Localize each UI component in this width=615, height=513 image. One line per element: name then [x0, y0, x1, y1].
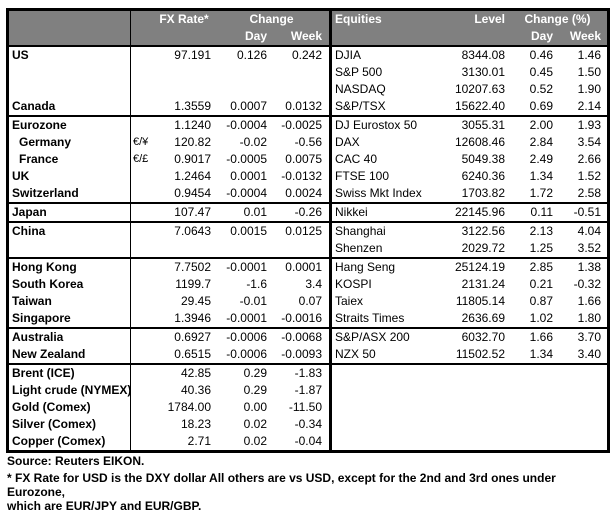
- table-row: [9, 346, 607, 363]
- equity-change-day-cell: [508, 416, 558, 433]
- fx-change-day-cell: -0.02: [239, 135, 267, 149]
- equity-change-day-cell: 1.66: [529, 330, 553, 344]
- equity-label-cell: Nikkei: [335, 205, 368, 219]
- table-row: [9, 329, 607, 346]
- equities-section: [329, 416, 607, 433]
- equity-label-cell: [332, 382, 442, 399]
- fx-change-week-cell: -11.50: [288, 400, 322, 414]
- table-row: [9, 168, 607, 185]
- equity-label-cell: Straits Times: [335, 311, 405, 325]
- fx-rate-cell: 2.71: [187, 434, 211, 448]
- equity-change-week-cell: 1.66: [577, 294, 601, 308]
- equity-level-cell: 10207.63: [454, 82, 505, 96]
- equity-change-day-cell: 0.45: [529, 65, 553, 79]
- fx-rate-cell: 1.3946: [174, 311, 211, 325]
- fx-rate-cell: 1.2464: [174, 169, 211, 183]
- fx-change-week-cell: [272, 64, 329, 81]
- equity-change-week-cell: 3.52: [577, 241, 601, 255]
- fx-label-cell: Singapore: [12, 311, 71, 325]
- equities-section: [329, 185, 607, 202]
- equity-level-cell: 2636.69: [461, 311, 505, 325]
- equities-header-spacer: [332, 28, 442, 45]
- equity-level-cell: [442, 399, 508, 416]
- fx-pair-symbol-cell: [130, 117, 154, 134]
- equity-level-cell: [442, 433, 508, 450]
- fx-rate-cell: 7.7502: [174, 260, 211, 274]
- equities-section: [329, 293, 607, 310]
- fx-week-header: Week: [290, 29, 322, 43]
- equities-week-header: Week: [569, 29, 601, 43]
- equity-level-cell: 3122.56: [461, 224, 505, 238]
- fx-pair-symbol-cell: [130, 433, 154, 450]
- fx-label-cell: New Zealand: [12, 347, 86, 361]
- equities-section: [329, 151, 607, 168]
- fx-pair-symbol-cell: [130, 204, 154, 221]
- fx-change-week-cell: -0.0068: [281, 330, 322, 344]
- fx-pair-symbol-cell: [130, 416, 154, 433]
- corner-cell: [9, 11, 130, 28]
- equities-section: [329, 64, 607, 81]
- table-row: [9, 365, 607, 382]
- equity-change-week-cell: [558, 416, 607, 433]
- fx-change-day-cell: -1.6: [246, 277, 267, 291]
- equity-change-day-cell: 2.84: [529, 135, 553, 149]
- equity-level-cell: [442, 382, 508, 399]
- equity-level-cell: 25124.19: [454, 260, 505, 274]
- table-row: [9, 47, 607, 64]
- equities-section: [329, 117, 607, 134]
- table-row: [9, 64, 607, 81]
- fx-pair-symbol-cell: [130, 346, 154, 363]
- fx-rate-cell: 1.3559: [174, 99, 211, 113]
- table-group-5: [9, 257, 607, 327]
- equity-change-day-cell: [508, 433, 558, 450]
- equity-change-day-cell: 0.87: [529, 294, 553, 308]
- fx-change-day-cell: 0.02: [243, 417, 267, 431]
- fx-change-week-cell: 0.07: [298, 294, 322, 308]
- fx-rate-cell: 0.9454: [174, 186, 211, 200]
- equity-change-day-cell: 1.25: [529, 241, 553, 255]
- fx-pair-symbol-cell: [130, 64, 154, 81]
- fx-pair-symbol-cell: €/£: [130, 151, 154, 168]
- table-group-1: [9, 47, 607, 115]
- fx-change-day-cell: [214, 64, 272, 81]
- equity-label-cell: S&P/TSX: [335, 99, 386, 113]
- fx-label-cell: [9, 240, 130, 257]
- fx-change-week-cell: -1.83: [294, 366, 322, 380]
- fx-pair-symbol-cell: [130, 168, 154, 185]
- table-group-2: [9, 115, 607, 202]
- fx-label-cell: Brent (ICE): [12, 366, 75, 380]
- fx-label-cell: Taiwan: [12, 294, 52, 308]
- fx-change-week-cell: -0.26: [294, 205, 322, 219]
- fx-change-day-cell: 0.0015: [230, 224, 267, 238]
- equity-change-week-cell: 1.50: [577, 65, 601, 79]
- equity-change-week-cell: 1.80: [577, 311, 601, 325]
- equity-change-day-cell: 0.11: [530, 205, 553, 219]
- fx-pair-symbol-cell: [130, 223, 154, 240]
- fx-change-day-cell: 0.126: [236, 48, 267, 62]
- fx-change-week-cell: -0.0132: [281, 169, 322, 183]
- equity-level-cell: 5049.38: [461, 152, 505, 166]
- equity-change-day-cell: 0.52: [529, 82, 553, 96]
- equity-change-week-cell: 1.93: [577, 118, 601, 132]
- table-group-3: [9, 202, 607, 221]
- equities-change-pct-header: Change (%): [524, 12, 591, 26]
- fx-pair-symbol-cell: [130, 276, 154, 293]
- table-body: [9, 47, 607, 450]
- equities-section: [329, 346, 607, 363]
- fx-change-week-cell: -1.87: [294, 383, 322, 397]
- fx-change-header: Change: [249, 12, 294, 26]
- fx-change-day-cell: 0.0001: [230, 169, 267, 183]
- fx-label-cell: France: [19, 152, 59, 166]
- equity-level-cell: 12608.46: [454, 135, 505, 149]
- equity-change-week-cell: [558, 382, 607, 399]
- fx-change-week-cell: -0.0025: [281, 118, 322, 132]
- fx-change-day-cell: [214, 81, 272, 98]
- fx-pair-symbol-cell: [130, 329, 154, 346]
- fx-label-cell: Silver (Comex): [12, 417, 97, 431]
- fx-change-week-cell: -0.34: [294, 417, 322, 431]
- fx-rate-cell: 40.36: [180, 383, 211, 397]
- equity-label-cell: [332, 433, 442, 450]
- equity-level-cell: 1703.82: [461, 186, 505, 200]
- fx-label-cell: [9, 64, 130, 81]
- fx-label-cell: US: [12, 48, 29, 62]
- fx-change-week-cell: 3.4: [305, 277, 322, 291]
- fx-rate-cell: 0.6515: [174, 347, 211, 361]
- equity-level-cell: 22145.96: [454, 205, 505, 219]
- fx-change-day-cell: -0.01: [239, 294, 267, 308]
- equity-label-cell: DAX: [335, 135, 360, 149]
- table-row: [9, 416, 607, 433]
- equity-label-cell: DJ Eurostox 50: [335, 118, 418, 132]
- equity-level-cell: 3055.31: [461, 118, 505, 132]
- equity-change-day-cell: 2.49: [529, 152, 553, 166]
- equity-label-cell: [332, 365, 442, 382]
- fx-pair-symbol-cell: [130, 98, 154, 115]
- fx-change-week-cell: -0.04: [294, 434, 322, 448]
- table-row: [9, 151, 607, 168]
- equity-label-cell: CAC 40: [335, 152, 378, 166]
- equities-section: [329, 223, 607, 240]
- fx-day-header: Day: [244, 29, 267, 43]
- fx-rate-cell: 1199.7: [175, 277, 211, 291]
- pair-symbol-header-cell-2: [130, 28, 154, 45]
- fx-pair-symbol-cell: [130, 382, 154, 399]
- table-row: [9, 223, 607, 240]
- equity-level-cell: 6032.70: [461, 330, 505, 344]
- equity-level-cell: 2131.24: [461, 277, 505, 291]
- equities-header-section: [329, 11, 607, 28]
- equities-section: [329, 382, 607, 399]
- equity-change-day-cell: 2.00: [529, 118, 553, 132]
- fx-label-cell: Eurozone: [12, 118, 67, 132]
- equity-label-cell: S&P 500: [335, 65, 383, 79]
- fx-change-day-cell: 0.29: [243, 366, 267, 380]
- fx-label-cell: Switzerland: [12, 186, 79, 200]
- equity-change-day-cell: 0.69: [529, 99, 553, 113]
- fx-rate-cell: [154, 240, 214, 257]
- equities-header-section-2: [329, 28, 607, 45]
- equity-level-cell: 3130.01: [461, 65, 505, 79]
- fx-change-week-cell: 0.0125: [285, 224, 322, 238]
- equities-section: [329, 204, 607, 221]
- fx-label-cell: Hong Kong: [12, 260, 77, 274]
- fx-change-day-cell: -0.0005: [226, 152, 267, 166]
- equity-level-cell: 2029.72: [461, 241, 505, 255]
- table-row: [9, 310, 607, 327]
- equity-level-cell: 6240.36: [461, 169, 505, 183]
- fx-rate-header: FX Rate*: [159, 12, 209, 26]
- table-row: [9, 98, 607, 115]
- table-group-6: [9, 327, 607, 363]
- equity-label-cell: KOSPI: [335, 277, 372, 291]
- table-row: [9, 240, 607, 257]
- fx-label-cell: Australia: [12, 330, 64, 344]
- fx-label-cell: Germany: [19, 135, 72, 149]
- equity-level-cell: 15622.40: [454, 99, 505, 113]
- fx-label-cell: China: [12, 224, 46, 238]
- table-row: [9, 185, 607, 202]
- fx-change-day-cell: -0.0006: [226, 347, 267, 361]
- table-group-4: [9, 221, 607, 257]
- equities-section: [329, 98, 607, 115]
- equity-label-cell: FTSE 100: [335, 169, 390, 183]
- equity-change-day-cell: 1.72: [529, 186, 553, 200]
- equity-change-week-cell: [558, 365, 607, 382]
- equity-change-week-cell: -0.51: [573, 205, 601, 219]
- header-row-1: [9, 11, 607, 28]
- fx-rate-cell: 97.191: [174, 48, 211, 62]
- table-row: [9, 204, 607, 221]
- fx-label-cell: Canada: [12, 99, 56, 113]
- equity-change-week-cell: 3.70: [577, 330, 601, 344]
- table-group-7: [9, 363, 607, 450]
- fx-footnote-line1: * FX Rate for USD is the DXY dollar All others are vs USD, except for the 2nd and 3rd ones under Eurozone,: [7, 471, 556, 499]
- equity-label-cell: NZX 50: [335, 347, 376, 361]
- table-row: [9, 276, 607, 293]
- equity-label-cell: Shenzen: [335, 241, 383, 255]
- equity-change-day-cell: 2.85: [529, 260, 553, 274]
- equity-change-day-cell: 2.13: [529, 224, 553, 238]
- equity-change-week-cell: [558, 433, 607, 450]
- equity-change-day-cell: 1.34: [529, 347, 553, 361]
- equities-section: [329, 365, 607, 382]
- equity-label-cell: Shanghai: [335, 224, 386, 238]
- equity-change-week-cell: 1.46: [577, 48, 601, 62]
- equity-change-day-cell: 1.02: [529, 311, 553, 325]
- table-row: [9, 117, 607, 134]
- level-header: Level: [474, 12, 505, 26]
- fx-rate-cell: 1784.00: [167, 400, 211, 414]
- equity-change-week-cell: 1.52: [577, 169, 601, 183]
- equity-level-cell: [442, 416, 508, 433]
- equity-change-week-cell: [558, 399, 607, 416]
- table-row: [9, 382, 607, 399]
- equity-change-day-cell: 0.21: [529, 277, 553, 291]
- table-row: [9, 259, 607, 276]
- fx-rate-cell: 7.0643: [174, 224, 211, 238]
- fx-label-cell: South Korea: [12, 277, 84, 291]
- table-row: [9, 399, 607, 416]
- equity-change-day-cell: [508, 382, 558, 399]
- corner-cell-2: [9, 28, 130, 45]
- equity-change-week-cell: 1.90: [577, 82, 601, 96]
- fx-rate-header-spacer: [154, 28, 214, 45]
- fx-rate-cell: 0.6927: [174, 330, 211, 344]
- fx-rate-cell: [154, 81, 214, 98]
- table-row: [9, 81, 607, 98]
- equities-section: [329, 329, 607, 346]
- fx-rate-cell: 29.45: [180, 294, 211, 308]
- equities-header: Equities: [335, 12, 382, 26]
- fx-rate-cell: 42.85: [180, 366, 211, 380]
- fx-change-week-cell: 0.242: [291, 48, 322, 62]
- fx-change-week-cell: -0.56: [294, 135, 322, 149]
- fx-rate-cell: 1.1240: [174, 118, 211, 132]
- equity-label-cell: [332, 416, 442, 433]
- equity-change-week-cell: 4.04: [577, 224, 601, 238]
- equities-section: [329, 276, 607, 293]
- header-row-2: [9, 28, 607, 45]
- fx-rate-cell: 18.23: [180, 417, 211, 431]
- equities-section: [329, 47, 607, 64]
- fx-change-day-cell: [214, 240, 272, 257]
- fx-label-cell: [9, 81, 130, 98]
- equity-label-cell: S&P/ASX 200: [335, 330, 410, 344]
- fx-label-cell: Copper (Comex): [12, 434, 106, 448]
- equity-change-week-cell: 3.40: [577, 347, 601, 361]
- fx-pair-symbol-cell: [130, 240, 154, 257]
- equity-change-week-cell: 1.38: [577, 260, 601, 274]
- fx-label-cell: Light crude (NYMEX): [12, 383, 132, 397]
- equities-day-header: Day: [530, 29, 553, 43]
- equities-section: [329, 259, 607, 276]
- table-row: [9, 433, 607, 450]
- fx-label-cell: UK: [12, 169, 30, 183]
- level-header-spacer: [442, 28, 508, 45]
- equity-change-week-cell: 2.66: [577, 152, 601, 166]
- fx-change-week-cell: 0.0001: [285, 260, 322, 274]
- fx-change-day-cell: -0.0001: [226, 260, 267, 274]
- fx-change-day-cell: 0.0007: [230, 99, 267, 113]
- fx-pair-symbol-cell: [130, 293, 154, 310]
- equity-level-cell: 8344.08: [461, 48, 505, 62]
- fx-pair-symbol-cell: [130, 185, 154, 202]
- fx-rate-cell: 107.47: [174, 205, 211, 219]
- fx-pair-symbol-cell: [130, 399, 154, 416]
- fx-pair-symbol-cell: €/¥: [130, 134, 154, 151]
- fx-change-week-cell: 0.0132: [285, 99, 322, 113]
- table-row: [9, 134, 607, 151]
- fx-change-week-cell: [272, 240, 329, 257]
- equity-change-day-cell: 1.34: [529, 169, 553, 183]
- fx-label-cell: Gold (Comex): [12, 400, 91, 414]
- fx-rate-cell: 120.82: [174, 135, 211, 149]
- equity-label-cell: Swiss Mkt Index: [335, 186, 422, 200]
- table-header: [9, 11, 607, 47]
- fx-change-day-cell: 0.29: [243, 383, 267, 397]
- fx-rate-cell: [154, 64, 214, 81]
- equity-label-cell: Hang Seng: [335, 260, 396, 274]
- fx-change-day-cell: -0.0001: [226, 311, 267, 325]
- fx-change-day-cell: -0.0004: [226, 186, 267, 200]
- fx-change-week-cell: [272, 81, 329, 98]
- pair-symbol-header-cell: [130, 11, 154, 28]
- fx-pair-symbol-cell: [130, 310, 154, 327]
- fx-change-week-cell: 0.0024: [285, 186, 322, 200]
- equity-label-cell: [332, 399, 442, 416]
- equity-level-cell: 11502.52: [455, 347, 505, 361]
- equities-section: [329, 134, 607, 151]
- table-row: [9, 293, 607, 310]
- equities-section: [329, 399, 607, 416]
- fx-change-day-cell: 0.01: [243, 205, 267, 219]
- equity-level-cell: [442, 365, 508, 382]
- equity-label-cell: NASDAQ: [335, 82, 386, 96]
- fx-change-week-cell: -0.0093: [281, 347, 322, 361]
- fx-footnote-line2: which are EUR/JPY and EUR/GBP.: [7, 499, 202, 513]
- fx-pair-symbol-cell: [130, 259, 154, 276]
- equity-level-cell: 11805.14: [455, 294, 505, 308]
- equity-change-day-cell: [508, 399, 558, 416]
- equity-change-day-cell: 0.46: [529, 48, 553, 62]
- fx-pair-symbol-cell: [130, 47, 154, 64]
- equity-change-week-cell: 3.54: [577, 135, 601, 149]
- equity-label-cell: DJIA: [335, 48, 362, 62]
- equity-change-week-cell: 2.14: [577, 99, 601, 113]
- fx-change-day-cell: -0.0004: [226, 118, 267, 132]
- fx-change-day-cell: 0.00: [243, 400, 267, 414]
- equities-section: [329, 81, 607, 98]
- equity-change-week-cell: 2.58: [577, 186, 601, 200]
- source-note: Source: Reuters EIKON.: [7, 454, 145, 468]
- equity-change-week-cell: -0.32: [573, 277, 601, 291]
- equities-section: [329, 310, 607, 327]
- equity-label-cell: Taiex: [335, 294, 364, 308]
- fx-label-cell: Japan: [12, 205, 47, 219]
- fx-change-week-cell: 0.0075: [285, 152, 322, 166]
- fx-equities-table: [6, 8, 610, 453]
- fx-pair-symbol-cell: [130, 365, 154, 382]
- fx-change-day-cell: 0.02: [243, 434, 267, 448]
- fx-pair-symbol-cell: [130, 81, 154, 98]
- equities-section: [329, 240, 607, 257]
- table-footer: [7, 454, 611, 513]
- fx-change-week-cell: -0.0016: [281, 311, 322, 325]
- equity-change-day-cell: [508, 365, 558, 382]
- fx-rate-cell: 0.9017: [174, 152, 211, 166]
- fx-change-day-cell: -0.0006: [226, 330, 267, 344]
- equities-section: [329, 433, 607, 450]
- equities-section: [329, 168, 607, 185]
